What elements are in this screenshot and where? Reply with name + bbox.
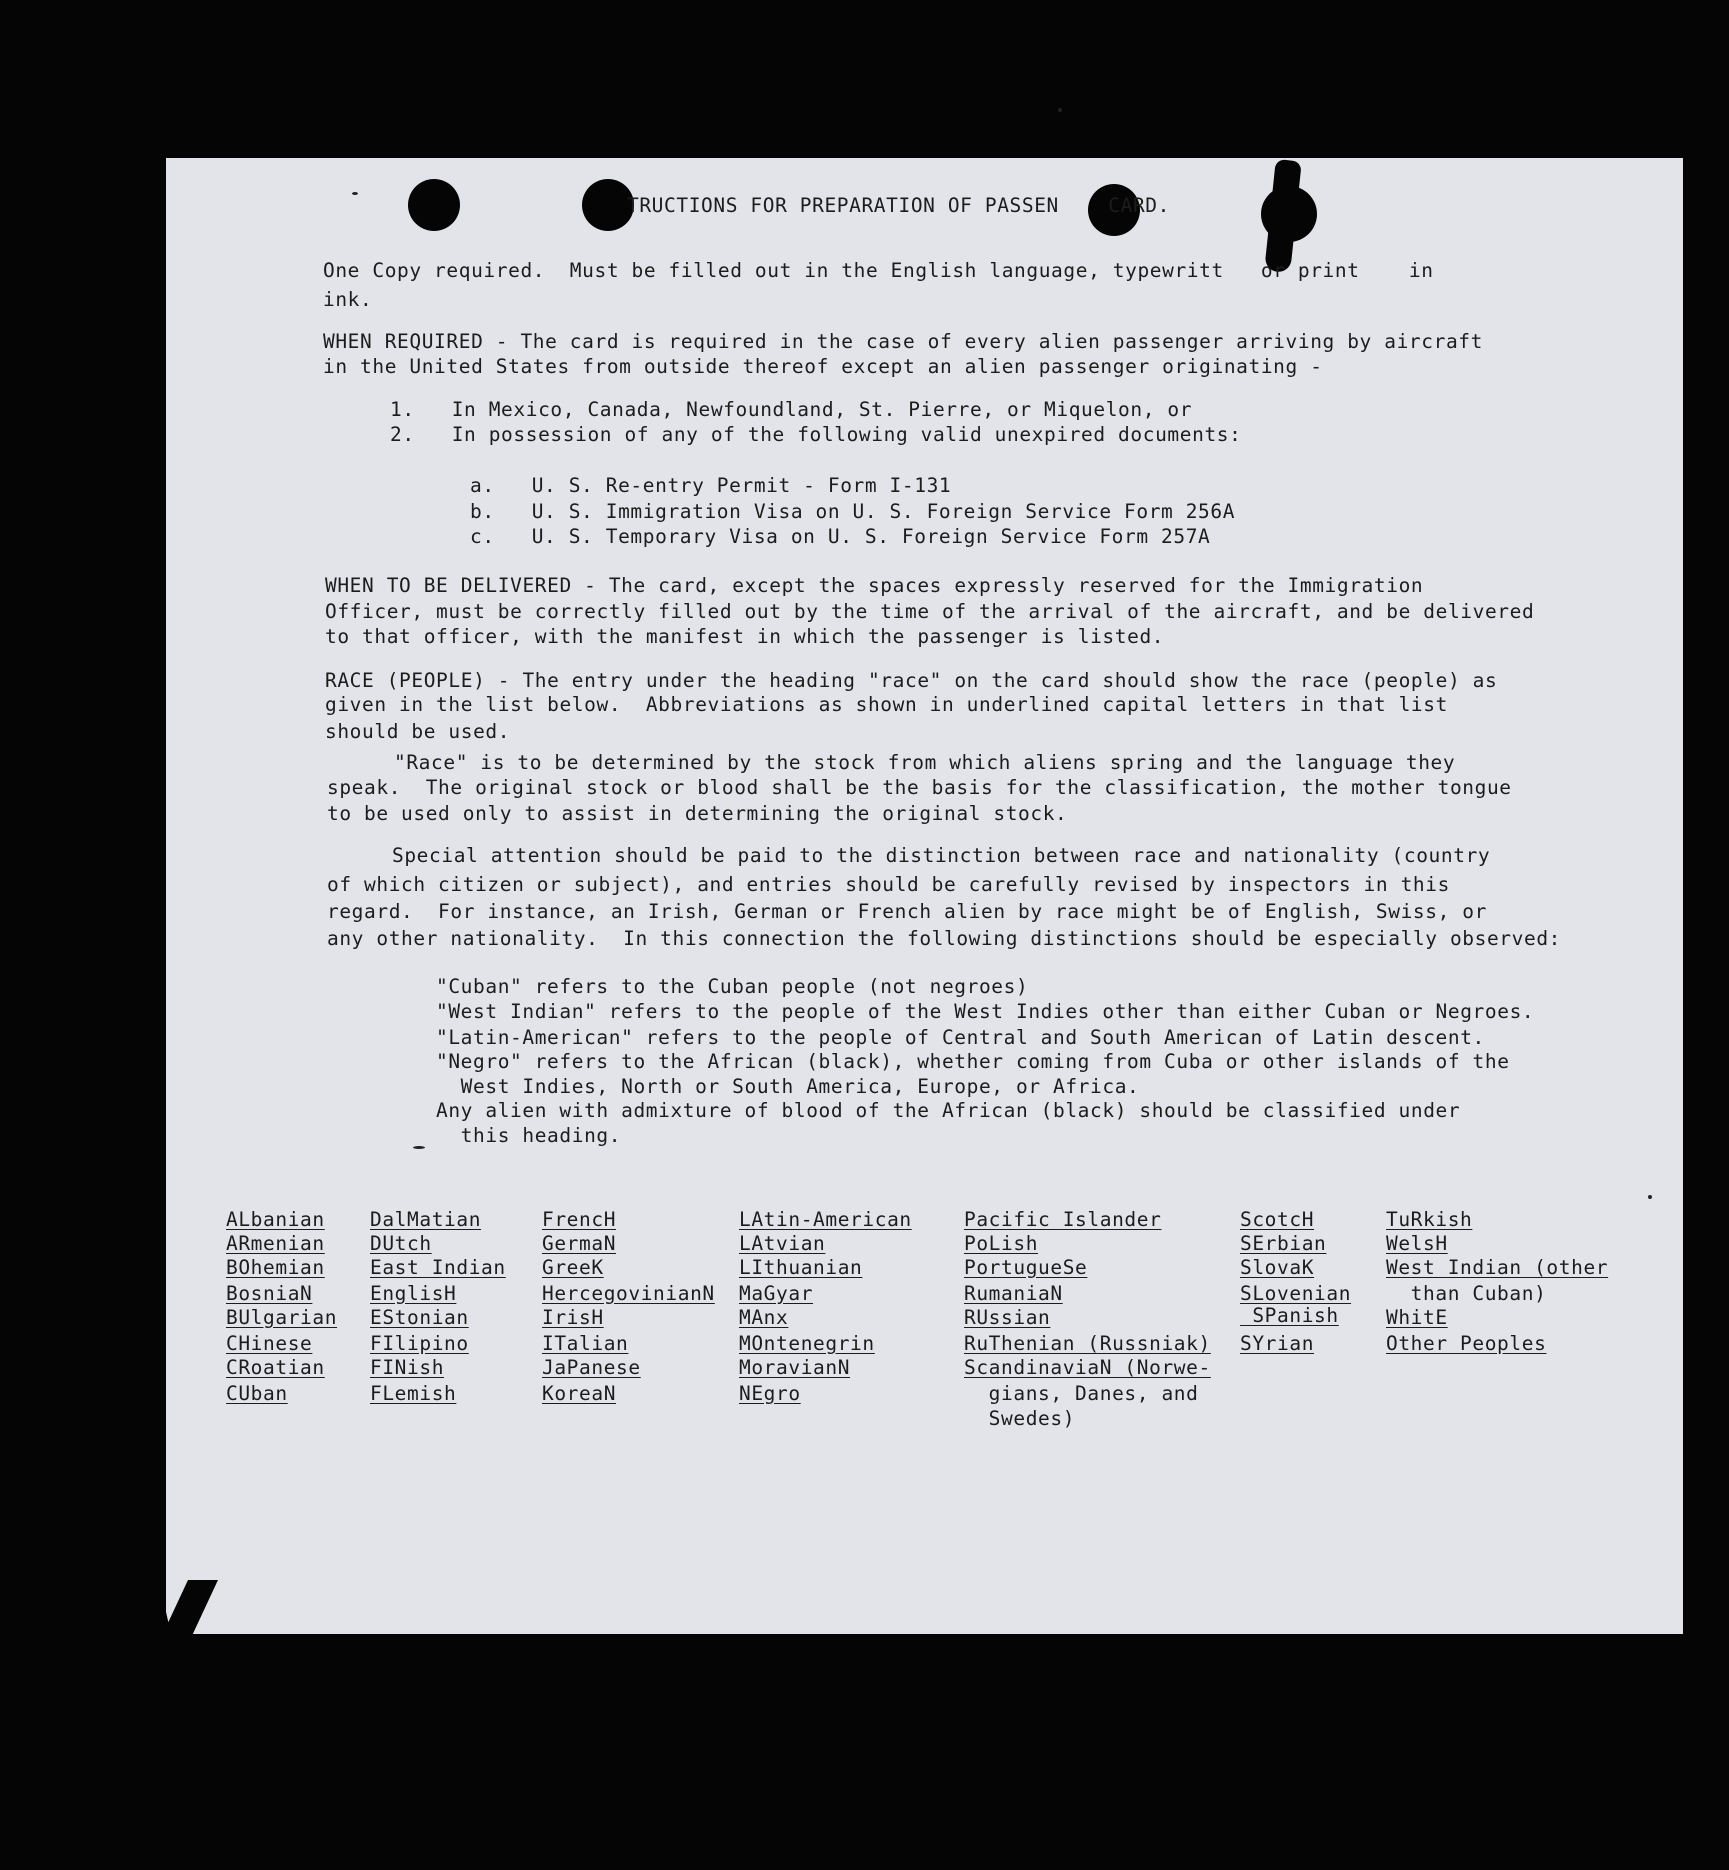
special-attention-line: regard. For instance, an Irish, German or French alien by race might be of English, Swiss, or bbox=[327, 900, 1487, 923]
numbered-item: 2. In possession of any of the following valid unexpired documents: bbox=[390, 423, 1242, 446]
race-entry: BUlgarian bbox=[226, 1306, 338, 1329]
distinction-line: "Negro" refers to the African (black), whether coming from Cuba or other islands of the bbox=[436, 1050, 1510, 1073]
race-entry: WelsH bbox=[1386, 1232, 1448, 1255]
race-entry: MoravianN bbox=[739, 1356, 851, 1379]
distinction-line: "Latin-American" refers to the people of Central and South American of Latin descent. bbox=[436, 1026, 1485, 1049]
race-entry: LAtin-American bbox=[739, 1208, 912, 1231]
race-entry: PortugueSe bbox=[964, 1256, 1088, 1279]
race-entry: RUssian bbox=[964, 1306, 1051, 1329]
race-entry: BOhemian bbox=[226, 1256, 325, 1279]
special-attention-line: of which citizen or subject), and entries should be carefully revised by inspectors in this bbox=[327, 873, 1450, 896]
race-entry: RumaniaN bbox=[964, 1282, 1063, 1305]
intro-line: ink. bbox=[323, 288, 373, 311]
lettered-item: c. U. S. Temporary Visa on U. S. Foreign Service Form 257A bbox=[470, 525, 1211, 548]
race-entry: gians, Danes, and bbox=[964, 1382, 1199, 1405]
page-title: TRUCTIONS FOR PREPARATION OF PASSEN CARD. bbox=[627, 194, 1170, 217]
race-line: given in the list below. Abbreviations as shown in underlined capital letters in that list bbox=[325, 693, 1448, 716]
document-page bbox=[166, 158, 1683, 1634]
race-entry: SLovenian bbox=[1240, 1282, 1352, 1305]
race-entry: NEgro bbox=[739, 1382, 801, 1405]
punch-hole bbox=[408, 179, 460, 231]
race-entry: LAtvian bbox=[739, 1232, 826, 1255]
race-entry: SErbian bbox=[1240, 1232, 1327, 1255]
race-entry: ITalian bbox=[542, 1332, 629, 1355]
race-entry: TuRkish bbox=[1386, 1208, 1473, 1231]
lettered-item: a. U. S. Re-entry Permit - Form I-131 bbox=[470, 474, 952, 497]
special-attention-line: Special attention should be paid to the distinction between race and nationality (country bbox=[392, 844, 1491, 867]
distinction-line: West Indies, North or South America, Europe, or Africa. bbox=[436, 1075, 1140, 1098]
race-entry: FLemish bbox=[370, 1382, 457, 1405]
speck bbox=[352, 192, 358, 195]
race-entry: CHinese bbox=[226, 1332, 313, 1355]
special-attention-line: any other nationality. In this connection the following distinctions should be especially observed: bbox=[327, 927, 1561, 950]
race-entry: JaPanese bbox=[542, 1356, 641, 1379]
race-entry: than Cuban) bbox=[1386, 1282, 1547, 1305]
race-entry: ScotcH bbox=[1240, 1208, 1315, 1231]
race-entry: East Indian bbox=[370, 1256, 506, 1279]
lettered-item: b. U. S. Immigration Visa on U. S. Foreign Service Form 256A bbox=[470, 500, 1236, 523]
race-entry: ALbanian bbox=[226, 1208, 325, 1231]
when-required-line: in the United States from outside thereof except an alien passenger originating - bbox=[323, 355, 1323, 378]
race-entry: RuThenian (Russniak) bbox=[964, 1332, 1211, 1355]
race-entry: GreeK bbox=[542, 1256, 604, 1279]
race-entry: MAnx bbox=[739, 1306, 789, 1329]
race-entry: Swedes) bbox=[964, 1407, 1076, 1430]
race-entry: West Indian (other bbox=[1386, 1256, 1609, 1279]
intro-line: One Copy required. Must be filled out in the English language, typewritt or print in bbox=[323, 259, 1434, 282]
race-definition-line: "Race" is to be determined by the stock from which aliens spring and the language they bbox=[394, 751, 1456, 774]
distinction-line: "Cuban" refers to the Cuban people (not negroes) bbox=[436, 975, 1029, 998]
distinction-line: "West Indian" refers to the people of the West Indies other than either Cuban or Negroes. bbox=[436, 1000, 1535, 1023]
race-entry: HercegovinianN bbox=[542, 1282, 715, 1305]
race-entry: SPanish bbox=[1240, 1304, 1339, 1327]
race-entry: IrisH bbox=[542, 1306, 604, 1329]
race-entry: CRoatian bbox=[226, 1356, 325, 1379]
race-entry: Pacific Islander bbox=[964, 1208, 1162, 1231]
race-entry: ScandinaviaN (Norwe- bbox=[964, 1356, 1211, 1379]
race-entry: BosniaN bbox=[226, 1282, 313, 1305]
race-entry: FINish bbox=[370, 1356, 445, 1379]
race-entry: MOntenegrin bbox=[739, 1332, 875, 1355]
race-definition-line: to be used only to assist in determining the original stock. bbox=[327, 802, 1068, 825]
race-entry: EnglisH bbox=[370, 1282, 457, 1305]
speck bbox=[1648, 1195, 1652, 1199]
race-entry: FrencH bbox=[542, 1208, 617, 1231]
race-line: RACE (PEOPLE) - The entry under the heading "race" on the card should show the race (people) as bbox=[325, 669, 1498, 692]
speck bbox=[1058, 108, 1062, 112]
race-entry: MaGyar bbox=[739, 1282, 814, 1305]
race-entry: DUtch bbox=[370, 1232, 432, 1255]
race-entry: GermaN bbox=[542, 1232, 617, 1255]
race-entry: ARmenian bbox=[226, 1232, 325, 1255]
distinction-line: this heading. bbox=[436, 1124, 622, 1147]
race-entry: LIthuanian bbox=[739, 1256, 863, 1279]
when-required-line: WHEN REQUIRED - The card is required in the case of every alien passenger arriving by aircraft bbox=[323, 330, 1483, 353]
race-entry: DalMatian bbox=[370, 1208, 482, 1231]
when-delivered-line: WHEN TO BE DELIVERED - The card, except the spaces expressly reserved for the Immigration bbox=[325, 574, 1424, 597]
race-line: should be used. bbox=[325, 720, 511, 743]
race-entry: FIlipino bbox=[370, 1332, 469, 1355]
distinction-line: Any alien with admixture of blood of the African (black) should be classified under bbox=[436, 1099, 1461, 1122]
race-entry: SYrian bbox=[1240, 1332, 1315, 1355]
race-entry: Other Peoples bbox=[1386, 1332, 1547, 1355]
speck bbox=[413, 1146, 425, 1149]
when-delivered-line: to that officer, with the manifest in which the passenger is listed. bbox=[325, 625, 1165, 648]
race-entry: KoreaN bbox=[542, 1382, 617, 1405]
race-entry: CUban bbox=[226, 1382, 288, 1405]
when-delivered-line: Officer, must be correctly filled out by the time of the arrival of the aircraft, and be delivered bbox=[325, 600, 1535, 623]
race-entry: SlovaK bbox=[1240, 1256, 1315, 1279]
numbered-item: 1. In Mexico, Canada, Newfoundland, St. Pierre, or Miquelon, or bbox=[390, 398, 1193, 421]
race-entry: EStonian bbox=[370, 1306, 469, 1329]
race-entry: PoLish bbox=[964, 1232, 1039, 1255]
race-definition-line: speak. The original stock or blood shall be the basis for the classification, the mother tongue bbox=[327, 776, 1512, 799]
race-entry: WhitE bbox=[1386, 1306, 1448, 1329]
